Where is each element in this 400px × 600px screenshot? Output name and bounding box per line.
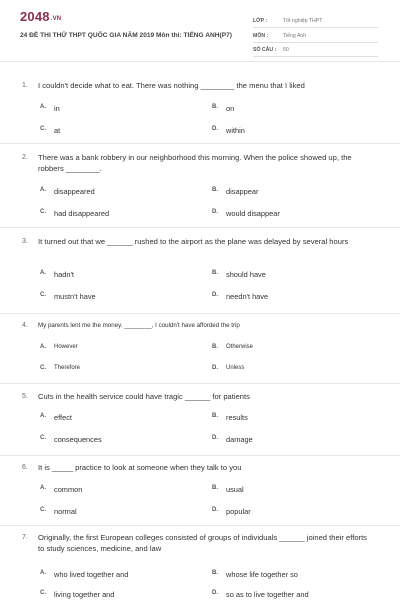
option-text: common [54,485,83,494]
option-text: mustn't have [54,292,96,301]
meta-socau-label: SỐ CÂU : [253,47,277,53]
document-header [0,0,400,62]
option-text: so as to live together and [226,590,309,599]
option-text: results [226,413,248,422]
option-letter: C. [40,292,46,298]
option-text: disappeared [54,187,95,196]
option-text: effect [54,413,72,422]
meta-lop [253,15,378,28]
question-1 [0,70,400,144]
option-text: needn't have [226,292,269,301]
question-number: 6. [22,464,28,471]
meta-lop-value: Tốt nghiệp THPT [283,18,323,24]
option-letter: C. [40,209,46,215]
option-text: hadn't [54,270,74,279]
option-text: had disappeared [54,209,110,218]
option-text: popular [226,507,251,516]
question-text: It is _____ practice to look at someone when they talk to you [38,463,242,472]
option-text: Unless [226,365,245,371]
option-letter: B. [212,187,218,193]
question-text: It turned out that we ______ rushed to the airport as the plane was delayed by several hours [38,237,349,246]
question-text: Cuts in the health service could have tragic ______ for patients [38,392,250,401]
meta-mon [253,30,378,43]
option-letter: D. [212,590,218,596]
option-letter: D. [212,209,218,215]
option-letter: C. [40,507,46,513]
meta-socau [253,44,378,57]
option-letter: A. [40,413,46,419]
option-text: who lived together and [54,570,129,579]
logo-suffix: .VN [50,16,62,22]
question-5 [0,384,400,456]
option-text: would disappear [226,209,280,218]
option-letter: B. [212,413,218,419]
option-letter: D. [212,507,218,513]
option-text: However [54,344,78,350]
question-number: 7. [22,534,28,541]
question-2 [0,144,400,228]
option-text: living together and [54,590,115,599]
option-letter: B. [212,104,218,110]
option-letter: B. [212,570,218,576]
option-letter: C. [40,590,46,596]
question-4 [0,314,400,384]
question-text: There was a bank robbery in our neighborhood this morning. When the police showed up, the robbers ________. [38,153,352,173]
option-letter: D. [212,365,218,371]
option-text: whose life together so [226,570,298,579]
option-text: in [54,104,60,113]
site-logo[interactable] [20,9,61,24]
option-letter: D. [212,435,218,441]
option-letter: B. [212,270,218,276]
meta-mon-value: Tiếng Anh [283,33,307,39]
question-number: 2. [22,154,28,161]
logo-main: 2048 [20,9,50,24]
option-letter: A. [40,270,46,276]
option-text: usual [226,485,244,494]
option-letter: A. [40,104,46,110]
option-letter: D. [212,126,218,132]
option-letter: A. [40,570,46,576]
option-letter: A. [40,344,46,350]
option-letter: C. [40,435,46,441]
question-3 [0,228,400,314]
option-text: disappear [226,187,259,196]
question-number: 5. [22,393,28,400]
option-text: on [226,104,235,113]
option-letter: C. [40,365,46,371]
option-text: Otherwise [226,344,254,350]
question-7 [0,526,400,600]
meta-mon-label: MÔN : [253,33,269,39]
option-text: consequences [54,435,102,444]
question-text: I couldn't decide what to eat. There was nothing ________ the menu that I liked [38,81,305,90]
option-text: within [226,126,245,135]
option-letter: B. [212,344,218,350]
question-number: 1. [22,82,28,89]
question-6 [0,456,400,526]
option-letter: C. [40,126,46,132]
meta-lop-label: LỚP : [253,18,268,24]
meta-socau-value: 50 [283,47,289,53]
option-text: should have [226,270,266,279]
question-text: My parents lent me the money. ________, I couldn't have afforded the trip [38,322,240,329]
question-number: 3. [22,238,28,245]
option-letter: D. [212,292,218,298]
option-letter: A. [40,187,46,193]
question-number: 4. [22,322,28,329]
question-text: Originally, the first European colleges consisted of groups of individuals ______ joined their efforts to study sciences, medicine, and law [38,533,367,553]
option-letter: A. [40,485,46,491]
option-text: normal [54,507,77,516]
option-text: damage [226,435,253,444]
document-title: 24 ĐỀ THI THỬ THPT QUỐC GIA NĂM 2019 Môn thi: TIẾNG ANH(P7) [20,32,232,39]
option-text: at [54,126,61,135]
option-text: Therefore [54,365,81,371]
option-letter: B. [212,485,218,491]
